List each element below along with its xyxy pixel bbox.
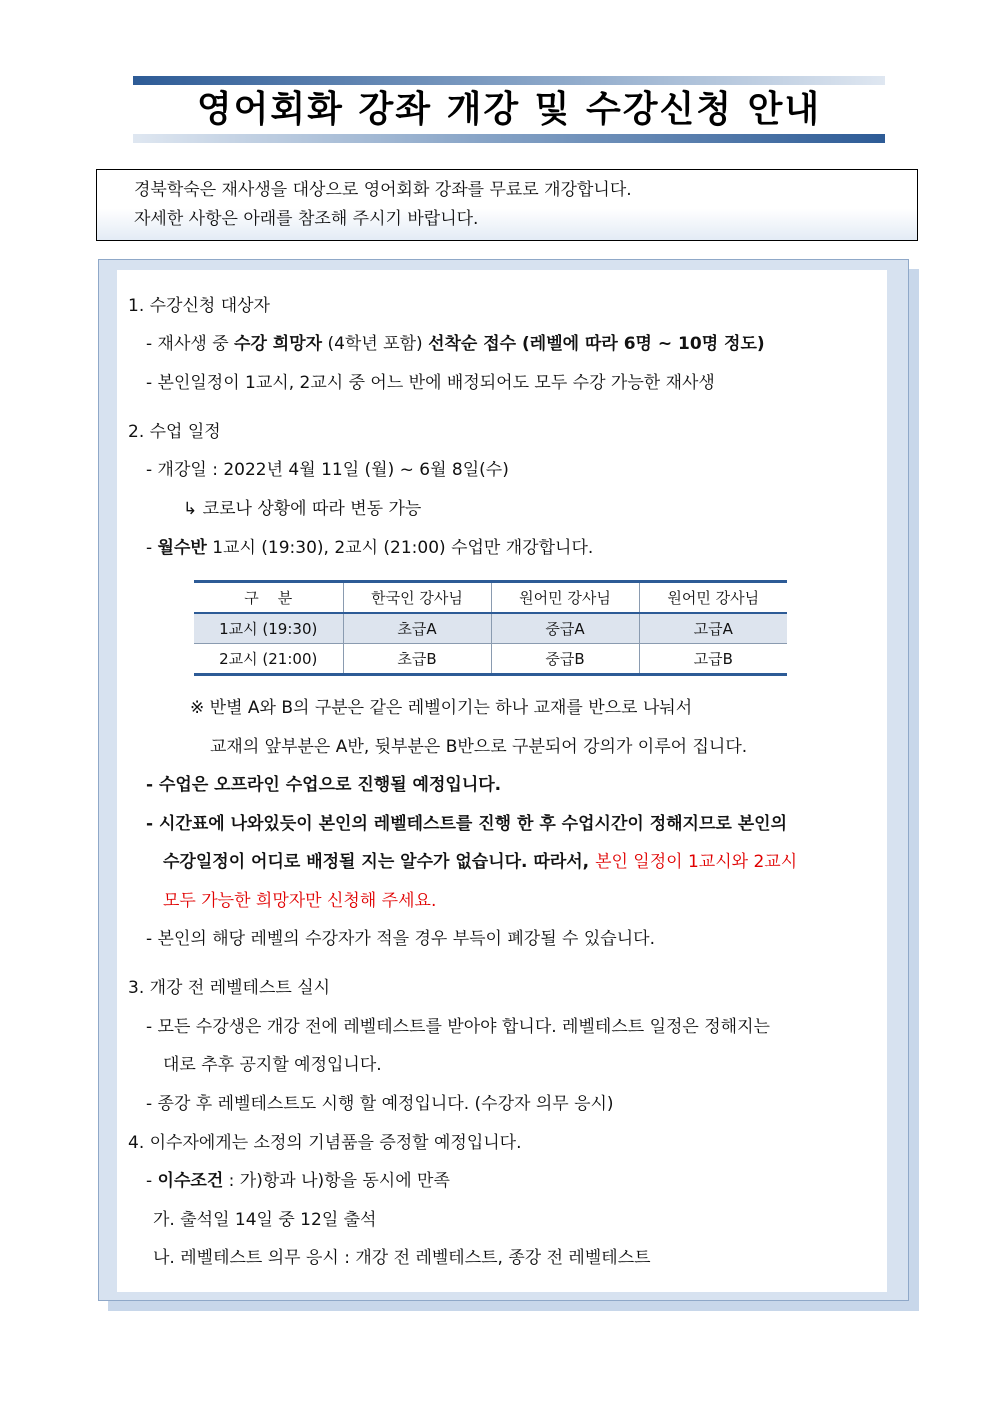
text-bold: 수강 희망자	[234, 334, 323, 354]
intro-box	[96, 169, 918, 241]
text-red: 본인 일정이 1교시와 2교시	[595, 852, 798, 872]
section-3-line-3: - 종강 후 레벨테스트도 시행 할 예정입니다. (수강자 의무 응시)	[146, 1094, 614, 1114]
section-2-line-1: - 개강일 : 2022년 4월 11일 (월) ~ 6월 8일(수)	[146, 460, 509, 480]
text-bold: 이수조건	[157, 1171, 224, 1191]
page-title: 영어회화 강좌 개강 및 수강신청 안내	[196, 89, 822, 130]
table-header-cell: 한국인 강사님	[343, 582, 491, 614]
table-row	[194, 644, 787, 675]
text-segment: (4학년 포함)	[322, 334, 429, 354]
schedule-table	[194, 580, 787, 676]
section-4-line-2: 가. 출석일 14일 중 12일 출석	[153, 1210, 377, 1230]
section-2-heading: 2. 수업 일정	[128, 422, 221, 442]
section-4-line-3: 나. 레벨테스트 의무 응시 : 개강 전 레벨테스트, 종강 전 레벨테스트	[153, 1248, 651, 1268]
table-cell: 2교시 (21:00)	[219, 650, 318, 668]
section-3-line-1: - 모든 수강생은 개강 전에 레벨테스트를 받아야 합니다. 레벨테스트 일정은 정해지는	[146, 1017, 770, 1037]
table-cell: 중급B	[491, 644, 639, 675]
section-2-line-2: ↳ 코로나 상황에 따라 변동 가능	[183, 499, 422, 519]
table-cell: 초급A	[343, 613, 491, 644]
section-2-note-1: ※ 반별 A와 B의 구분은 같은 레벨이기는 하나 교재를 반으로 나눠서	[190, 698, 693, 718]
text-segment: : 가)항과 나)항을 동시에 만족	[223, 1171, 450, 1191]
section-2-line-7: 모두 가능한 희망자만 신청해 주세요.	[163, 891, 437, 911]
table-cell: 중급A	[491, 613, 639, 644]
text-bold: 선착순 접수 (레벨에 따라 6명 ~ 10명 정도)	[428, 334, 765, 354]
section-2-note-2: 교재의 앞부분은 A반, 뒷부분은 B반으로 구분되어 강의가 이루어 집니다.	[210, 737, 748, 757]
section-3-line-2: 대로 추후 공지할 예정입니다.	[163, 1055, 382, 1075]
section-2-line-4: - 수업은 오프라인 수업으로 진행될 예정입니다.	[146, 775, 502, 795]
section-4-heading: 4. 이수자에게는 소정의 기념품을 증정할 예정입니다.	[128, 1133, 522, 1153]
text-segment: -	[146, 1171, 158, 1191]
section-2-line-8: - 본인의 해당 레벨의 수강자가 적을 경우 부득이 폐강될 수 있습니다.	[146, 929, 655, 949]
text-bold: 월수반	[157, 538, 207, 558]
text-bold: 수강일정이 어디로 배정될 지는 알수가 없습니다. 따라서,	[163, 852, 596, 872]
section-2-line-3	[146, 537, 593, 559]
text-segment: 1교시 (19:30), 2교시 (21:00) 수업만 개강합니다.	[206, 538, 594, 558]
table-cell: 고급A	[639, 613, 787, 644]
text-segment: -	[146, 538, 158, 558]
table-row	[194, 613, 787, 644]
table-cell: 1교시 (19:30)	[194, 613, 343, 644]
table-header-cell: 구 분	[194, 582, 343, 614]
section-1-line-1	[146, 333, 765, 355]
intro-line-2: 자세한 사항은 아래를 참조해 주시기 바랍니다.	[134, 209, 479, 229]
table-cell: 초급B	[343, 644, 491, 675]
table-header-cell: 원어민 강사님	[491, 582, 639, 614]
section-1-line-2: - 본인일정이 1교시, 2교시 중 어느 반에 배정되어도 모두 수강 가능한 재사생	[146, 373, 715, 393]
section-2-line-6	[163, 851, 797, 873]
table-cell: 고급B	[639, 644, 787, 675]
section-1-heading: 1. 수강신청 대상자	[128, 296, 270, 316]
section-2-line-5: - 시간표에 나와있듯이 본인의 레벨테스트를 진행 한 후 수업시간이 정해지므로 본인의	[146, 814, 788, 834]
title-bar-bottom	[133, 134, 885, 143]
section-4-line-1	[146, 1170, 450, 1192]
section-3-heading: 3. 개강 전 레벨테스트 실시	[128, 978, 331, 998]
table-header-cell: 원어민 강사님	[639, 582, 787, 614]
intro-line-1: 경북학숙은 재사생을 대상으로 영어회화 강좌를 무료로 개강합니다.	[134, 180, 632, 200]
table-header-row	[194, 582, 787, 614]
title-banner	[133, 76, 885, 143]
title-bar-top	[133, 76, 885, 85]
text-segment: - 재사생 중	[146, 334, 235, 354]
